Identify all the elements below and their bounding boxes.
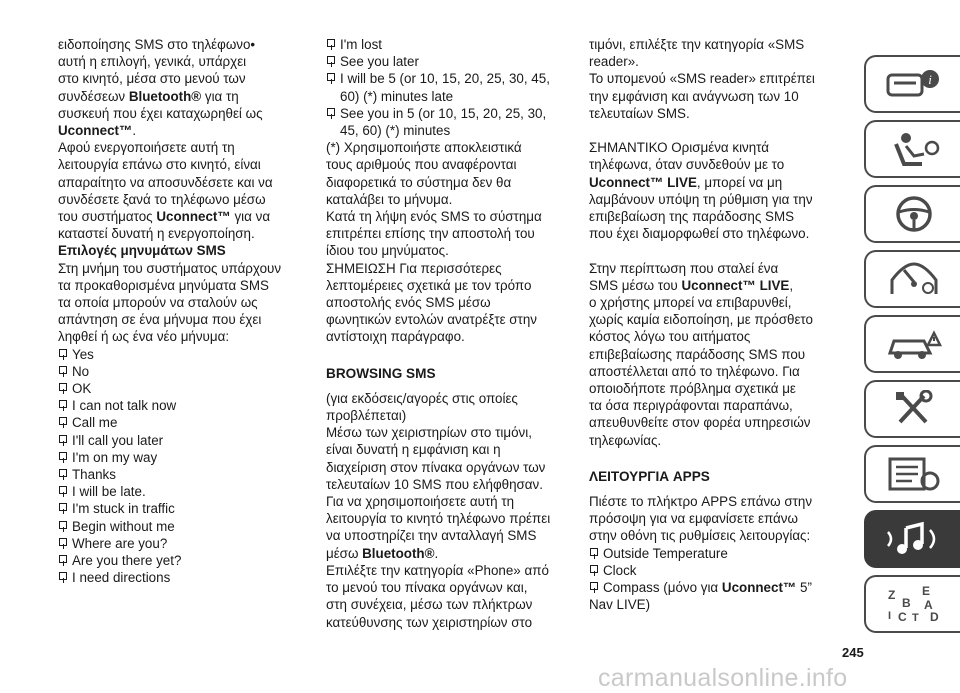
option-box-icon — [59, 572, 67, 580]
text-span: , μπορεί να μη — [696, 174, 783, 190]
text-line: Αφού ενεργοποιήσετε αυτή τη — [58, 140, 235, 156]
option-label: I will be 5 (or 10, 15, 20, 25, 30, 45, 60) (*) minutes late — [340, 71, 550, 104]
text-line: τελευταίων 10 SMS που ελήφθησαν. — [326, 476, 543, 492]
text-line: Πιέστε το πλήκτρο APPS επάνω στην — [589, 494, 813, 510]
option-label: OK — [72, 381, 92, 397]
text-line: επιτρέπει επίσης την αποστολή του — [326, 226, 535, 242]
text-line: ο χρήστης μπορεί να επιβαρυνθεί, — [589, 295, 792, 311]
tab-seat-airbag[interactable] — [864, 120, 960, 178]
option-item — [58, 535, 298, 552]
text-line: αποστέλλεται από το τηλέφωνο. Για — [589, 363, 800, 379]
bold-term: Uconnect™ LIVE — [589, 174, 697, 190]
text-line: φωνητικών εντολών ανατρέξτε στην — [326, 312, 537, 328]
bold-term: Uconnect™ — [156, 209, 231, 225]
text-line — [58, 208, 298, 225]
section-heading: Επιλογές μηνυμάτων SMS — [58, 243, 226, 259]
option-box-icon — [327, 56, 335, 64]
option-box-icon — [590, 548, 598, 556]
text-span: Compass (μόνο για — [603, 580, 722, 596]
text-line: απαραίτητο να αποσυνδέσετε και να — [58, 174, 273, 190]
text-line: στην οθόνη τις ρυθμίσεις λειτουργίας: — [589, 528, 811, 544]
index-letter: A — [924, 598, 933, 612]
multimedia-icon — [884, 520, 944, 558]
option-item — [326, 70, 564, 104]
option-item — [58, 380, 298, 397]
index-letter: E — [922, 585, 931, 598]
text-line: επιβεβαίωση της παράδοσης SMS — [589, 209, 795, 225]
option-label: Yes — [72, 346, 94, 362]
text-line: οποιοδήποτε πρόβλημα σχετικά με — [589, 381, 796, 397]
option-label: Are you there yet? — [72, 553, 182, 569]
option-label: I will be late. — [72, 484, 146, 500]
text-line: reader». — [589, 54, 639, 70]
text-line: διαχείριση στον πίνακα οργάνων των — [326, 459, 546, 475]
text-line: στο κινητό, μέσα στο μενού των — [58, 71, 246, 87]
index-letter: B — [902, 596, 911, 610]
text-line: προβλέπεται) — [326, 408, 407, 424]
text-line: Επιλέξτε την κατηγορία «Phone» από — [326, 562, 549, 578]
text-line: Κατά τη λήψη ενός SMS το σύστημα — [326, 209, 542, 225]
text-line: ίδιου του μηνύματος. — [326, 243, 449, 259]
option-box-icon — [590, 565, 598, 573]
option-box-icon — [59, 349, 67, 357]
text-line: λειτουργία το κινητό τηλέφωνο πρέπει — [326, 511, 551, 527]
text-span: για τη — [201, 88, 239, 104]
option-label: Thanks — [72, 467, 116, 483]
option-box-icon — [327, 108, 335, 116]
option-item — [58, 483, 298, 500]
text-line: ειδοποίησης SMS στο τηλέφωνο• — [58, 37, 256, 52]
text-span: συνδέσεων — [58, 88, 129, 104]
text-line: τηλεφωνίας. — [589, 432, 662, 448]
text-line: αντίστοιχη παράγραφο. — [326, 329, 465, 345]
tab-info-car[interactable] — [864, 55, 960, 113]
option-box-icon — [590, 582, 598, 590]
text-line: στη συνέχεια, μέσω των πλήκτρων — [326, 597, 533, 613]
steering-wheel-icon — [884, 195, 944, 233]
bold-term: Uconnect™ — [58, 123, 133, 139]
option-box-icon — [59, 521, 67, 529]
text-line: (*) Χρησιμοποιήστε αποκλειστικά — [326, 140, 522, 156]
column-2 — [326, 36, 564, 631]
option-item — [58, 500, 298, 517]
option-item — [589, 579, 825, 596]
info-car-icon — [884, 65, 944, 103]
text-line: τους αριθμούς που αναφέρονται — [326, 157, 517, 173]
text-line: απάντηση σε ένα μήνυμα που έχει — [58, 312, 262, 328]
option-item — [58, 346, 298, 363]
text-line — [58, 122, 298, 139]
text-span: . — [434, 545, 439, 561]
option-label: I'm stuck in traffic — [72, 501, 175, 517]
option-item — [589, 562, 825, 579]
text-line: Το υπομενού «SMS reader» επιτρέπει — [589, 71, 815, 87]
text-line: κατεύθυνσης των χειριστηρίων στο — [326, 614, 533, 630]
text-line: τηλέφωνα, όταν συνδεθούν με το — [589, 157, 785, 173]
text-line — [58, 88, 298, 105]
index-letter: C — [898, 610, 907, 623]
index-letter: T — [912, 612, 919, 623]
index-letter: D — [930, 610, 939, 623]
text-line: τα οποία μπορούν να σταλούν ως — [58, 295, 258, 311]
text-line: που έχει διαμορφωθεί στο τηλέφωνο. — [589, 226, 810, 242]
warning-lights-icon — [884, 260, 944, 298]
bold-term: Bluetooth® — [128, 88, 202, 104]
text-line: αυτή η επιλογή, γενικά, υπάρχει — [58, 54, 247, 70]
column-1 — [58, 36, 298, 587]
text-line: είναι δυνατή η εμφάνιση και η — [326, 442, 501, 458]
text-span: μέσω — [326, 545, 363, 561]
text-line: Nav LIVE) — [589, 597, 651, 613]
text-line: τα προκαθορισμένα μηνύματα SMS — [58, 277, 269, 293]
option-label: See you in 5 (or 10, 15, 20, 25, 30, 45, 60) (*) minutes — [340, 105, 547, 139]
option-item — [58, 552, 298, 569]
text-line: ΣΗΜΑΝΤΙΚΟ Ορισμένα κινητά — [589, 140, 770, 156]
text-line: λαμβάνουν υπόψη τη ρύθμιση για την — [589, 191, 813, 207]
text-line: Στην περίπτωση που σταλεί ένα — [589, 260, 779, 276]
text-line: αποστολής ενός SMS μέσω — [326, 295, 491, 311]
text-line: χωρίς καμία ειδοποίηση, με πρόσθετο — [589, 312, 813, 328]
section-heading: BROWSING SMS — [326, 365, 436, 381]
option-label: Begin without me — [72, 518, 175, 534]
text-line: πρόσοψη για να εμφανίσετε επάνω — [589, 511, 798, 527]
option-item — [58, 414, 298, 431]
option-item — [326, 53, 564, 70]
text-span: SMS μέσω του — [589, 277, 682, 293]
index-letter: Z — [888, 588, 896, 602]
chapter-tabs — [844, 55, 960, 640]
text-line: ΣΗΜΕΙΩΣΗ Για περισσότερες — [326, 260, 502, 276]
option-box-icon — [59, 435, 67, 443]
tab-car-breakdown[interactable] — [864, 315, 960, 373]
text-line: το μενού του πίνακα οργάνων και, — [326, 580, 528, 596]
bold-term: Uconnect™ LIVE — [681, 277, 790, 293]
text-line: απευθυνθείτε στον φορέα υπηρεσιών — [589, 415, 811, 431]
option-label: No — [72, 363, 90, 379]
option-item — [58, 518, 298, 535]
option-item — [326, 36, 564, 53]
text-line: την εμφάνιση και ανάγνωση των 10 — [589, 88, 799, 104]
specs-list-icon — [884, 455, 944, 493]
option-label: Outside Temperature — [603, 545, 728, 561]
option-label — [603, 579, 825, 596]
text-line: τελευταίων SMS. — [589, 105, 690, 121]
option-item — [58, 397, 298, 414]
option-item — [326, 105, 564, 139]
text-line: τιμόνι, επιλέξτε την κατηγορία «SMS — [589, 37, 805, 52]
index-letter: I — [888, 610, 892, 622]
bold-term: Uconnect™ — [721, 580, 797, 596]
text-line: καταλάβει το μήνυμα. — [326, 191, 453, 207]
option-item — [58, 363, 298, 380]
text-span: του συστήματος — [58, 209, 157, 225]
text-line: λειτουργία επάνω στο κινητό, είναι — [58, 157, 261, 173]
text-line: διαφορετικά το σύστημα δεν θα — [326, 174, 512, 190]
tab-index[interactable] — [864, 575, 960, 633]
seat-airbag-icon — [884, 130, 944, 168]
option-label: I'll call you later — [72, 432, 164, 448]
text-line: Για να χρησιμοποιήσετε αυτή τη — [326, 494, 515, 510]
column-3 — [589, 36, 825, 613]
option-box-icon — [59, 486, 67, 494]
tab-multimedia[interactable] — [864, 510, 960, 568]
option-label: I'm lost — [340, 37, 382, 52]
text-line: συσκευή που έχει καταχωρηθεί ως — [58, 105, 263, 121]
tab-specs-list[interactable] — [864, 445, 960, 503]
option-label: I can not talk now — [72, 398, 177, 414]
text-span: 5” — [796, 580, 812, 596]
text-line: να υποστηρίζει την ανταλλαγή SMS — [326, 528, 537, 544]
option-item — [58, 569, 298, 586]
option-label: Call me — [72, 415, 118, 431]
option-box-icon — [59, 538, 67, 546]
tab-warning-lights[interactable] — [864, 250, 960, 308]
text-line: Στη μνήμη του συστήματος υπάρχουν — [58, 260, 282, 276]
text-span: για να — [230, 209, 271, 225]
option-label: Clock — [603, 562, 637, 578]
text-line: καταστεί δυνατή η ενεργοποίηση. — [58, 226, 255, 242]
option-label: See you later — [340, 54, 419, 70]
option-box-icon — [59, 452, 67, 460]
option-item — [58, 466, 298, 483]
page-number: 245 — [842, 645, 864, 660]
option-item — [58, 432, 298, 449]
text-line — [589, 277, 825, 294]
text-line: λεπτομέρειες σχετικά με τον τρόπο — [326, 277, 532, 293]
option-item — [58, 449, 298, 466]
svg-text:i: i — [928, 72, 932, 87]
text-line: κόστος λόγω του αιτήματος — [589, 329, 751, 345]
text-span: , — [789, 277, 794, 293]
option-box-icon — [59, 383, 67, 391]
option-box-icon — [59, 417, 67, 425]
text-line: συνδέσετε ξανά το τηλέφωνο μέσω — [58, 191, 266, 207]
text-line — [589, 174, 825, 191]
watermark: carmanualsonline.info — [598, 664, 848, 692]
text-span: . — [132, 123, 137, 139]
option-label: I'm on my way — [72, 449, 158, 465]
text-line — [326, 545, 564, 562]
text-line: τα όσα περιγράφονται παραπάνω, — [589, 398, 793, 414]
option-box-icon — [59, 366, 67, 374]
option-box-icon — [327, 73, 335, 81]
bold-term: Bluetooth® — [362, 545, 435, 561]
option-item — [589, 545, 825, 562]
text-line: επιβεβαίωσης παράδοσης SMS που — [589, 346, 806, 362]
option-box-icon — [59, 503, 67, 511]
tab-steering-wheel[interactable] — [864, 185, 960, 243]
option-box-icon — [327, 39, 335, 47]
option-box-icon — [59, 469, 67, 477]
tools-icon — [884, 390, 944, 428]
option-label: I need directions — [72, 570, 171, 586]
option-box-icon — [59, 400, 67, 408]
text-line: Μέσω των χειριστηρίων στο τιμόνι, — [326, 425, 532, 441]
text-line: ληφθεί ή ως ένα νέο μήνυμα: — [58, 329, 230, 345]
text-line: (για εκδόσεις/αγορές στις οποίες — [326, 390, 518, 406]
option-box-icon — [59, 555, 67, 563]
tab-tools[interactable] — [864, 380, 960, 438]
car-breakdown-icon — [884, 325, 944, 363]
option-label: Where are you? — [72, 535, 168, 551]
index-letters-icon — [884, 585, 944, 623]
section-heading: ΛΕΙΤΟΥΡΓΙΑ APPS — [589, 468, 710, 484]
